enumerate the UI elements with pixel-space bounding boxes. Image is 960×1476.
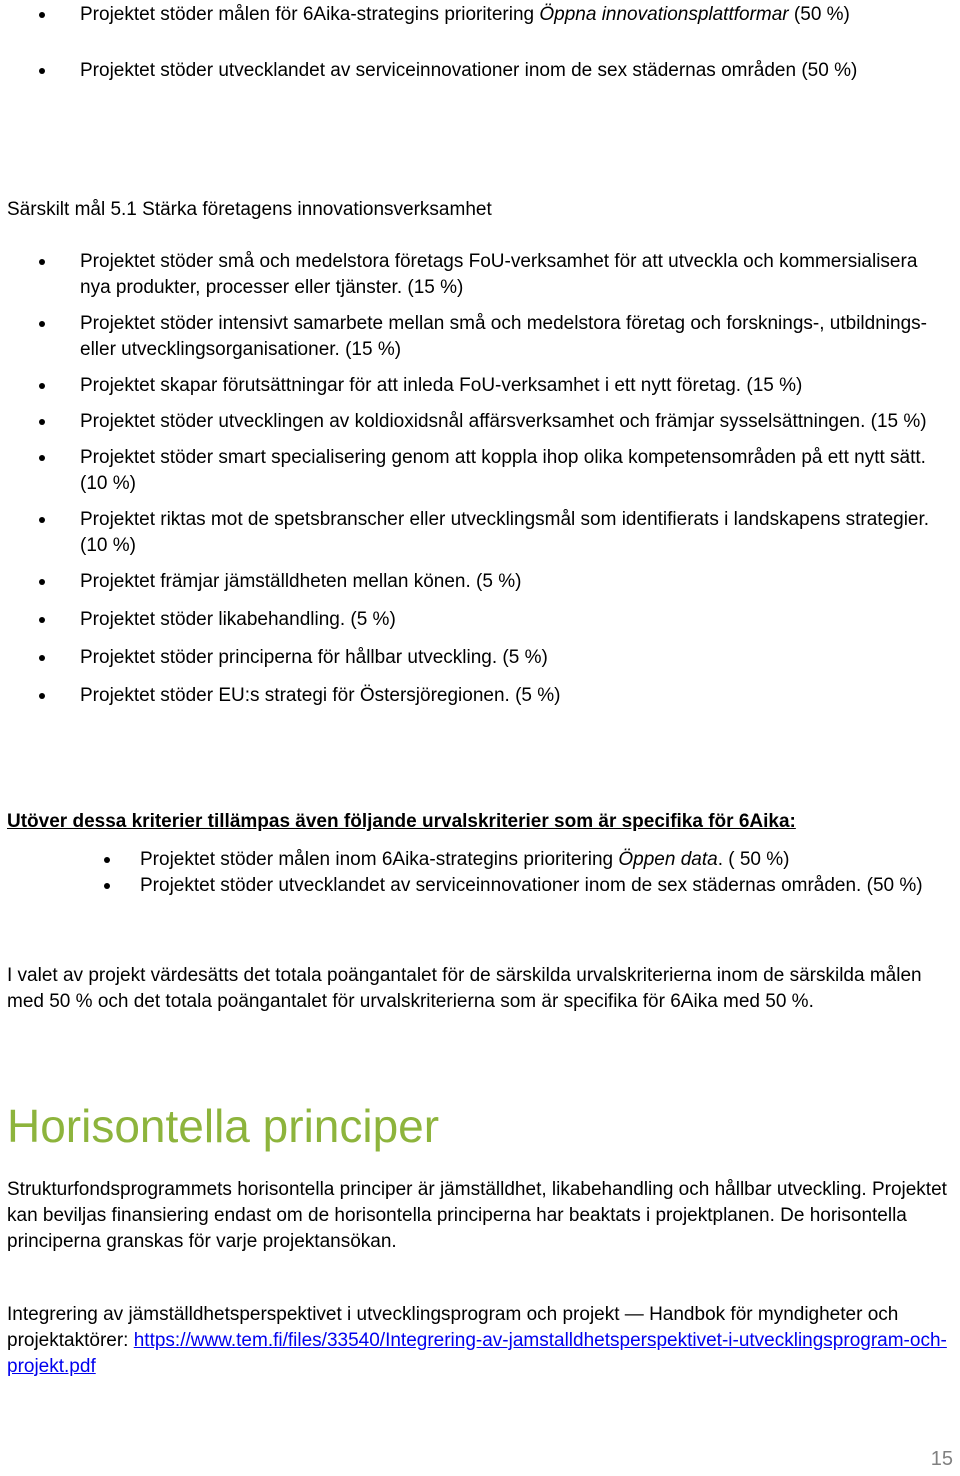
paragraph-strukturfonds: Strukturfondsprogrammets horisontella principer är jämställdhet, likabehandling och hållbar utveckling. Projektet kan beviljas finansiering endast om de horisontella principerna har beaktats i projektplanen. De horisontella principerna granskas för varje projektansökan. (7, 1179, 947, 1252)
list-item: Projektet riktas mot de spetsbranscher eller utvecklingsmål som identifierats i landskapens strategier. (10 %) (0, 507, 945, 559)
list-item: Projektet främjar jämställdheten mellan könen. (5 %) (0, 569, 945, 595)
paragraph-valet: I valet av projekt värdesätts det totala poängantalet för de särskilda urvalskriterierna inom de särskilda målen med 50 % och det totala poängantalet för urvalskriterierna som är specifika för 6Aika med 50 %. (7, 965, 922, 1012)
list-item: Projektet stöder EU:s strategi för Östersjöregionen. (5 %) (0, 683, 945, 709)
handbook-link[interactable]: https://www.tem.fi/files/33540/Integrering-av-jamstalldhetsperspektivet-i-utvecklingsprogram-och-projekt.pdf (7, 1330, 947, 1377)
list-item: Projektet stöder målen inom 6Aika-strategins prioritering Öppen data. ( 50 %) (0, 847, 957, 873)
section-heading-5-1: Särskilt mål 5.1 Stärka företagens innovationsverksamhet (7, 199, 492, 220)
list-item: Projektet stöder utvecklandet av serviceinnovationer inom de sex städernas områden. (50 %) (0, 873, 957, 899)
section-heading-6aika: Utöver dessa kriterier tillämpas även följande urvalskriterier som är specifika för 6Aika: (7, 811, 796, 832)
list-item: Projektet skapar förutsättningar för att inleda FoU-verksamhet i ett nytt företag. (15 %) (0, 373, 945, 399)
page-number: 15 (930, 1448, 953, 1470)
heading-horisontella-principer: Horisontella principer (7, 1100, 440, 1152)
list-item: Projektet stöder målen för 6Aika-strategins prioritering Öppna innovationsplattformar (50 %) (0, 2, 945, 28)
list-item: Projektet stöder små och medelstora företags FoU-verksamhet för att utveckla och kommersialisera nya produkter, processer eller tjänster. (15 %) (0, 249, 945, 301)
list-item: Projektet stöder smart specialisering genom att koppla ihop olika kompetensområden på ett nytt sätt. (10 %) (0, 445, 945, 497)
list-item: Projektet stöder intensivt samarbete mellan små och medelstora företag och forsknings-, utbildnings- eller utvecklingsorganisationer. (15 %) (0, 311, 945, 363)
paragraph-integrering: Integrering av jämställdhetsperspektivet i utvecklingsprogram och projekt — Handbok för myndigheter och projektaktörer: https://www.tem.fi/files/33540/Integrering-av-jamstalldhetsperspektivet-i-utvecklingsprogram-och-projekt.pdf (7, 1304, 947, 1377)
top-bullet-list (0, 2, 945, 84)
list-item: Projektet stöder utvecklandet av serviceinnovationer inom de sex städernas områden (50 %) (0, 58, 945, 84)
criteria-list-5-1 (0, 249, 945, 709)
criteria-list-6aika (0, 847, 957, 899)
list-item: Projektet stöder utvecklingen av koldioxidsnål affärsverksamhet och främjar sysselsättningen. (15 %) (0, 409, 945, 435)
list-item: Projektet stöder principerna för hållbar utveckling. (5 %) (0, 645, 945, 671)
list-item: Projektet stöder likabehandling. (5 %) (0, 607, 945, 633)
